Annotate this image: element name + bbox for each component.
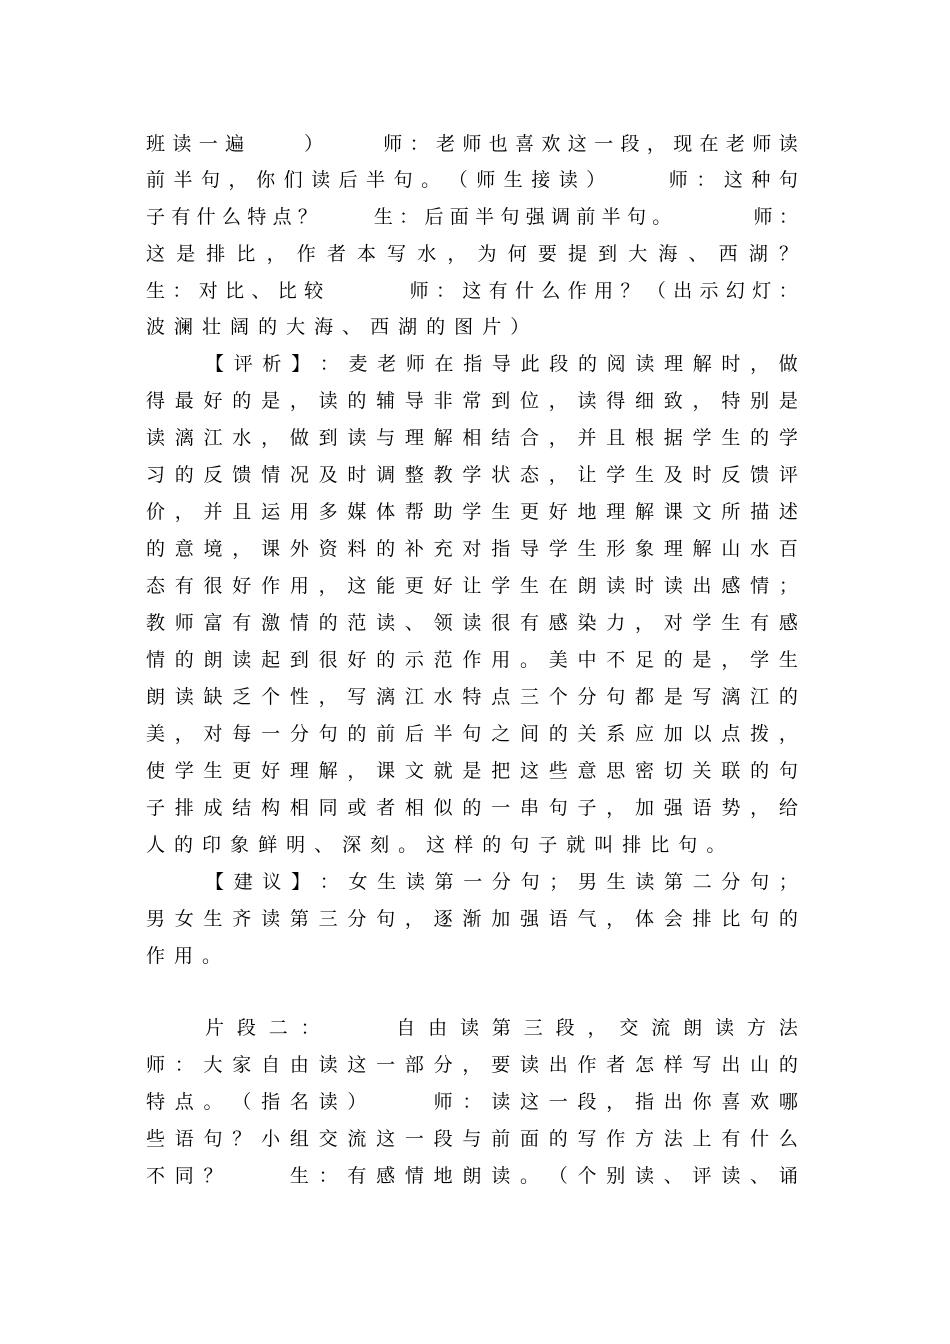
text-line: 特 点 。 （ 指 名 读 ） 师 ： 读 这 一 段 ， 指 出 你 喜 欢 哪: [146, 1091, 798, 1113]
text-line: 班 读 一 遍 ） 师 ： 老 师 也 喜 欢 这 一 段 ， 现 在 老 师 读: [146, 133, 798, 155]
text-line: 价 ， 并 且 运 用 多 媒 体 帮 助 学 生 更 好 地 理 解 课 文 所 描 述: [146, 501, 798, 523]
text-line: 态 有 很 好 作 用 ， 这 能 更 好 让 学 生 在 朗 读 时 读 出 感 情 ；: [146, 575, 798, 597]
text-line: 【 评 析 】 ： 麦 老 师 在 指 导 此 段 的 阅 读 理 解 时 ， 做: [205, 353, 798, 375]
text-line: 人 的 印 象 鲜 明 、 深 刻 。 这 样 的 句 子 就 叫 排 比 句 。: [146, 834, 726, 856]
text-line: 生 ： 对 比 、 比 较 师 ： 这 有 什 么 作 用 ？ （ 出 示 幻 灯 ：: [146, 280, 798, 302]
text-line: 这 是 排 比 ， 作 者 本 写 水 ， 为 何 要 提 到 大 海 、 西 湖 ？: [146, 243, 798, 265]
text-line: 的 意 境 ， 课 外 资 料 的 补 充 对 指 导 学 生 形 象 理 解 山 水 百: [146, 538, 798, 560]
text-line: 片 段 二 ： 自 由 读 第 三 段 ， 交 流 朗 读 方 法: [205, 1017, 798, 1039]
text-line: 些 语 句 ？ 小 组 交 流 这 一 段 与 前 面 的 写 作 方 法 上 有 什 么: [146, 1128, 798, 1150]
text-line: 师 ： 大 家 自 由 读 这 一 部 分 ， 要 读 出 作 者 怎 样 写 出 山 的: [146, 1054, 798, 1076]
text-line: 教 师 富 有 激 情 的 范 读 、 领 读 很 有 感 染 力 ， 对 学 生 有 感: [146, 612, 798, 634]
text-line: 习 的 反 馈 情 况 及 时 调 整 教 学 状 态 ， 让 学 生 及 时 反 馈 评: [146, 464, 798, 486]
text-line: 美 ， 对 每 一 分 句 的 前 后 半 句 之 间 的 关 系 应 加 以 点 拨 ，: [146, 723, 798, 745]
text-line: 男 女 生 齐 读 第 三 分 句 ， 逐 渐 加 强 语 气 ， 体 会 排 比 句 的: [146, 908, 798, 930]
text-line: 情 的 朗 读 起 到 很 好 的 示 范 作 用 。 美 中 不 足 的 是 ， 学 生: [146, 649, 798, 671]
text-line: 朗 读 缺 乏 个 性 ， 写 漓 江 水 特 点 三 个 分 句 都 是 写 漓 江 的: [146, 686, 798, 708]
text-line: 波 澜 壮 阔 的 大 海 、 西 湖 的 图 片 ）: [146, 316, 530, 338]
text-line: 得 最 好 的 是 ， 读 的 辅 导 非 常 到 位 ， 读 得 细 致 ， 特 别 是: [146, 390, 798, 412]
text-line: 前 半 句 ， 你 们 读 后 半 句 。 （ 师 生 接 读 ） 师 ： 这 种 句: [146, 169, 798, 191]
text-line: 【 建 议 】 ： 女 生 读 第 一 分 句 ； 男 生 读 第 二 分 句 ；: [205, 871, 798, 893]
text-line: 读 漓 江 水 ， 做 到 读 与 理 解 相 结 合 ， 并 且 根 据 学 生 的 学: [146, 427, 798, 449]
text-line: 作 用 。: [146, 945, 222, 967]
text-line: 子 有 什 么 特 点 ？ 生 ： 后 面 半 句 强 调 前 半 句 。 师 ：: [146, 206, 798, 228]
text-line: 子 排 成 结 构 相 同 或 者 相 似 的 一 串 句 子 ， 加 强 语 势 ， 给: [146, 797, 798, 819]
text-line: 使 学 生 更 好 理 解 ， 课 文 就 是 把 这 些 意 思 密 切 关 联 的 句: [146, 760, 798, 782]
text-line: 不 同 ？ 生 ： 有 感 情 地 朗 读 。 （ 个 别 读 、 评 读 、 诵: [146, 1165, 798, 1187]
